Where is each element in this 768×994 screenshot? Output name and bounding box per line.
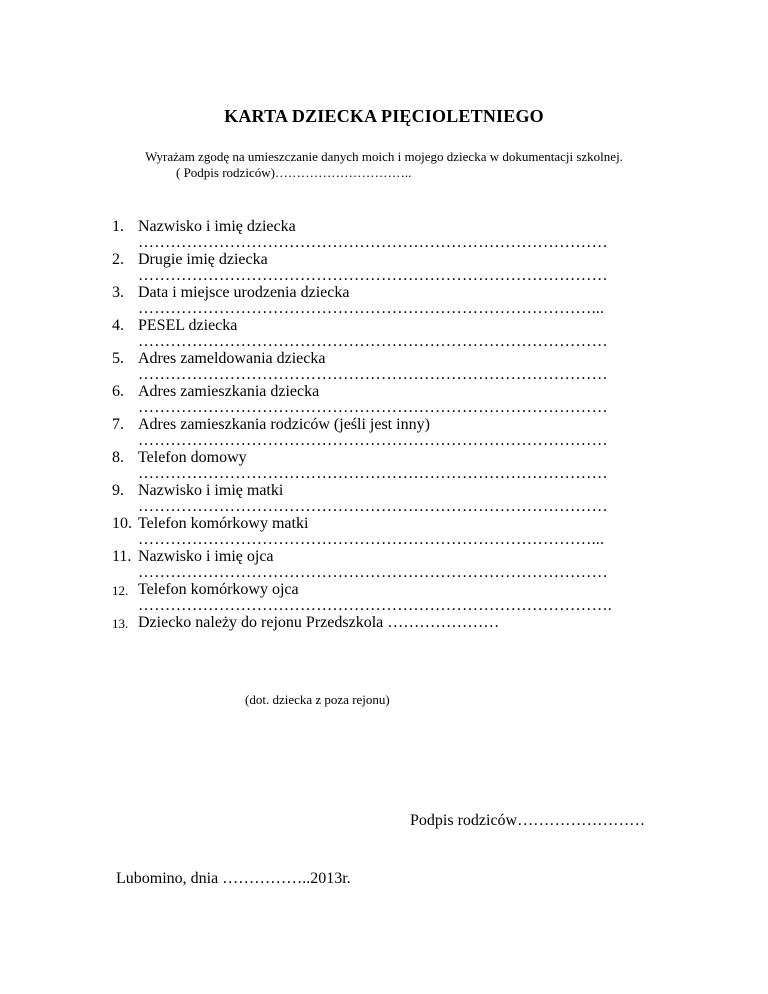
- field-number: 4.: [112, 317, 124, 334]
- field-label: Telefon domowy: [138, 449, 247, 466]
- fill-in-line[interactable]: ……………………………………………………………………………: [138, 498, 608, 515]
- fill-in-line[interactable]: ……………………………………………………………………………: [138, 432, 608, 449]
- field-number: 10.: [112, 515, 132, 532]
- field-registration-address: [112, 350, 672, 383]
- field-label: Adres zamieszkania dziecka: [138, 383, 320, 400]
- consent-signature-line: ( Podpis rodziców)…………………………..: [176, 165, 412, 180]
- field-mother-phone: [112, 515, 672, 548]
- district-note: (dot. dziecka z poza rejonu): [245, 692, 390, 707]
- fill-in-line[interactable]: ……………………………………………………………………………: [138, 333, 608, 350]
- field-label: Telefon komórkowy matki: [138, 515, 309, 532]
- field-district: [112, 614, 672, 647]
- field-parents-address: [112, 416, 672, 449]
- fill-in-line[interactable]: ……………………………………………………………………………: [138, 399, 608, 416]
- field-home-phone: [112, 449, 672, 482]
- field-number: 13.: [112, 616, 129, 631]
- field-number: 9.: [112, 482, 124, 499]
- field-mother-name: [112, 482, 672, 515]
- field-label: Nazwisko i imię ojca: [138, 548, 274, 565]
- field-label: Data i miejsce urodzenia dziecka: [138, 284, 350, 301]
- field-father-phone: [112, 581, 672, 614]
- field-father-name: [112, 548, 672, 581]
- fill-in-line[interactable]: …………………………………………………………………………...: [138, 531, 605, 548]
- field-child-pesel: [112, 317, 672, 350]
- place-and-date[interactable]: Lubomino, dnia ……………..2013r.: [116, 870, 351, 887]
- field-number: 8.: [112, 449, 124, 466]
- fill-in-line[interactable]: …………………………………………………………………………...: [138, 300, 605, 317]
- fill-in-line[interactable]: ……………………………………………………………………………: [138, 564, 608, 581]
- fill-in-line[interactable]: ……………………………………………………………………………: [138, 234, 608, 251]
- field-label: Telefon komórkowy ojca: [138, 581, 299, 598]
- field-child-birth: [112, 284, 672, 317]
- field-number: 3.: [112, 284, 124, 301]
- field-label: Adres zameldowania dziecka: [138, 350, 326, 367]
- field-number: 1.: [112, 218, 124, 235]
- fill-in-line[interactable]: ……………………………………………………………………………: [138, 465, 608, 482]
- field-label[interactable]: Dziecko należy do rejonu Przedszkola …………………: [138, 614, 500, 631]
- fill-in-line[interactable]: ……………………………………………………………………………: [138, 267, 608, 284]
- field-label: Drugie imię dziecka: [138, 251, 268, 268]
- field-residence-address: [112, 383, 672, 416]
- fill-in-line[interactable]: …………………………………………………………………………….: [138, 597, 612, 614]
- form-fields-list: [112, 218, 672, 647]
- field-label: Nazwisko i imię dziecka: [138, 218, 296, 235]
- field-child-second-name: [112, 251, 672, 284]
- fill-in-line[interactable]: ……………………………………………………………………………: [138, 366, 608, 383]
- field-number: 7.: [112, 416, 124, 433]
- field-number: 11.: [112, 548, 132, 565]
- consent-statement: Wyrażam zgodę na umieszczanie danych moich i mojego dziecka w dokumentacji szkolnej.: [145, 149, 623, 164]
- field-child-name: [112, 218, 672, 251]
- document-title: KARTA DZIECKA PIĘCIOLETNIEGO: [224, 106, 544, 126]
- field-number: 5.: [112, 350, 124, 367]
- field-number: 6.: [112, 383, 124, 400]
- parents-signature[interactable]: Podpis rodziców……………………: [410, 812, 646, 829]
- field-label: PESEL dziecka: [138, 317, 238, 334]
- field-number: 12.: [112, 583, 129, 598]
- field-number: 2.: [112, 251, 124, 268]
- field-label: Adres zamieszkania rodziców (jeśli jest inny): [138, 416, 430, 433]
- field-label: Nazwisko i imię matki: [138, 482, 284, 499]
